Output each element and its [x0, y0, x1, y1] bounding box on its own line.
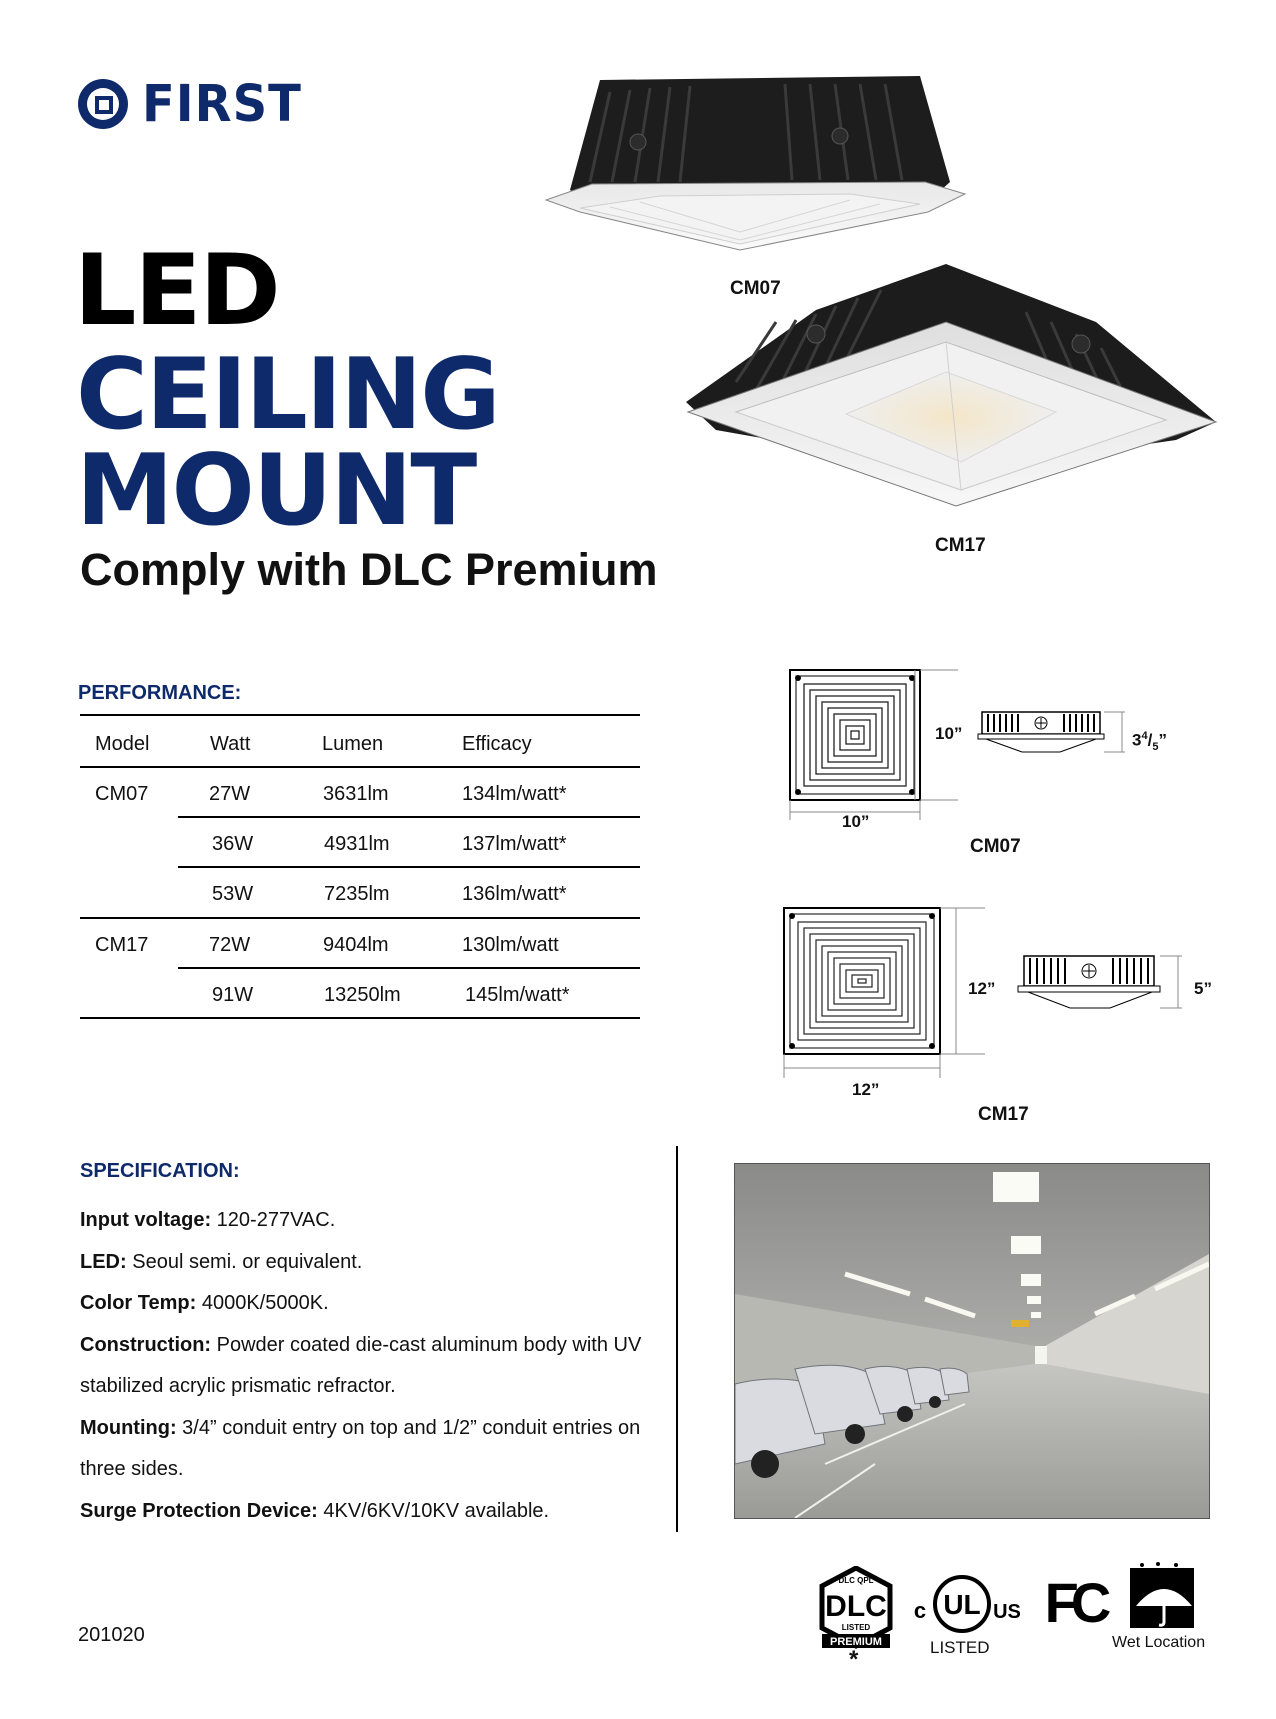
spec-value: 120-277VAC. [211, 1209, 336, 1231]
dlc-mid-text: LISTED [841, 1623, 871, 1632]
table-cell-watt: 72W [209, 934, 251, 956]
table-cell-lumen: 7235lm [324, 883, 390, 905]
fcc-mark-text: FC [1044, 1571, 1104, 1634]
table-cell-efficacy: 134lm/watt* [462, 783, 567, 805]
table-cell-watt: 91W [212, 984, 254, 1006]
ul-caption: LISTED [930, 1638, 990, 1657]
row-rule [178, 866, 640, 868]
dlc-main-text: DLC [825, 1590, 887, 1623]
cm17-side-view [1018, 956, 1182, 1008]
spec-item [80, 1200, 660, 1242]
row-rule [178, 967, 640, 969]
spec-label: Input voltage: [80, 1209, 212, 1231]
column-header-model: Model [95, 733, 150, 755]
column-header-lumen: Lumen [322, 733, 384, 755]
table-cell-efficacy: 130lm/watt [462, 934, 559, 956]
title-line-3: MOUNT [76, 434, 476, 548]
spec-value: Powder coated die-cast aluminum body with UV stabilized acrylic prismatic refractor. [80, 1333, 642, 1397]
product-image-cm07 [540, 72, 970, 272]
title-line-2: CEILING [76, 338, 499, 452]
document-code: 201020 [78, 1624, 145, 1646]
table-cell-watt: 36W [212, 833, 254, 855]
wet-location-icon [1128, 1562, 1198, 1630]
cm07-side-view [978, 712, 1125, 752]
cm17-width-label: 12” [852, 1080, 880, 1099]
ul-right-text: US [993, 1601, 1021, 1623]
spec-item [80, 1408, 660, 1491]
spec-label: Color Temp: [80, 1292, 197, 1314]
table-top-rule [80, 714, 640, 716]
table-cell-lumen: 4931lm [324, 833, 390, 855]
spec-label: Surge Protection Device: [80, 1499, 318, 1522]
row-rule [178, 816, 640, 818]
table-cell-lumen: 9404lm [323, 934, 389, 956]
spec-item [80, 1242, 660, 1284]
performance-heading: PERFORMANCE: [78, 682, 242, 704]
specification-list [80, 1200, 660, 1532]
cm17-height-label: 12” [968, 979, 996, 998]
spec-label: Mounting: [80, 1416, 177, 1439]
spec-label: LED: [80, 1250, 127, 1273]
spec-value: Seoul semi. or equivalent. [126, 1250, 363, 1273]
product-image-cm17 [676, 262, 1224, 518]
table-cell-watt: 27W [209, 783, 251, 805]
spec-item [80, 1491, 660, 1533]
dlc-premium-logo [816, 1566, 896, 1656]
cm07-height-label: 10” [935, 724, 963, 743]
ul-mark-text: UL [943, 1589, 981, 1620]
title-line-1: LED [74, 234, 279, 348]
cm07-drawing-label: CM07 [970, 836, 1021, 857]
spec-item [80, 1325, 660, 1408]
table-bottom-rule [80, 1017, 640, 1019]
table-cell-efficacy: 137lm/watt* [462, 833, 567, 855]
spec-value: 4000K/5000K. [196, 1292, 329, 1314]
table-cell-watt: 53W [212, 883, 254, 905]
cm07-depth-label: $3^4/_5$” [1132, 730, 1167, 754]
table-cell-model: CM17 [95, 934, 149, 956]
product-label-cm07: CM07 [730, 278, 781, 299]
cm07-front-view [790, 670, 958, 820]
dlc-note-asterisk: * [849, 1646, 859, 1673]
spec-value: 4KV/6KV/10KV available. [317, 1499, 550, 1522]
logo-mark-icon [78, 79, 128, 129]
column-header-efficacy: Efficacy [462, 733, 532, 755]
spec-value: 3/4” conduit entry on top and 1/2” conduit entries on three sides. [80, 1416, 641, 1480]
garage-photo [734, 1163, 1210, 1519]
cm17-front-view [784, 908, 985, 1078]
table-cell-efficacy: 136lm/watt* [462, 883, 567, 905]
brand-name: FIRST [142, 74, 302, 134]
cm07-width-label: 10” [842, 812, 870, 831]
brand-logo [78, 76, 302, 132]
ul-left-text: c [913, 1598, 927, 1623]
spec-label: Construction: [80, 1333, 212, 1356]
ul-listed-logo [912, 1570, 1022, 1640]
product-label-cm17: CM17 [935, 535, 986, 556]
spec-item [80, 1283, 660, 1325]
column-header-watt: Watt [210, 733, 251, 755]
specification-heading: SPECIFICATION: [80, 1160, 240, 1182]
fcc-logo [1040, 1570, 1112, 1634]
subtitle: Comply with DLC Premium [80, 544, 658, 595]
group-rule [80, 917, 640, 919]
cm17-depth-label: 5” [1194, 979, 1212, 998]
header-rule [80, 766, 640, 768]
section-divider [676, 1146, 678, 1532]
table-cell-lumen: 13250lm [324, 984, 401, 1006]
dlc-bottom-text: PREMIUM [830, 1636, 882, 1648]
wet-location-caption: Wet Location [1112, 1634, 1206, 1651]
table-cell-model: CM07 [95, 783, 149, 805]
table-cell-lumen: 3631lm [323, 783, 389, 805]
cm17-drawing-label: CM17 [978, 1104, 1029, 1125]
table-cell-efficacy: 145lm/watt* [465, 984, 570, 1006]
dlc-top-text: DLC QPL [838, 1576, 874, 1585]
